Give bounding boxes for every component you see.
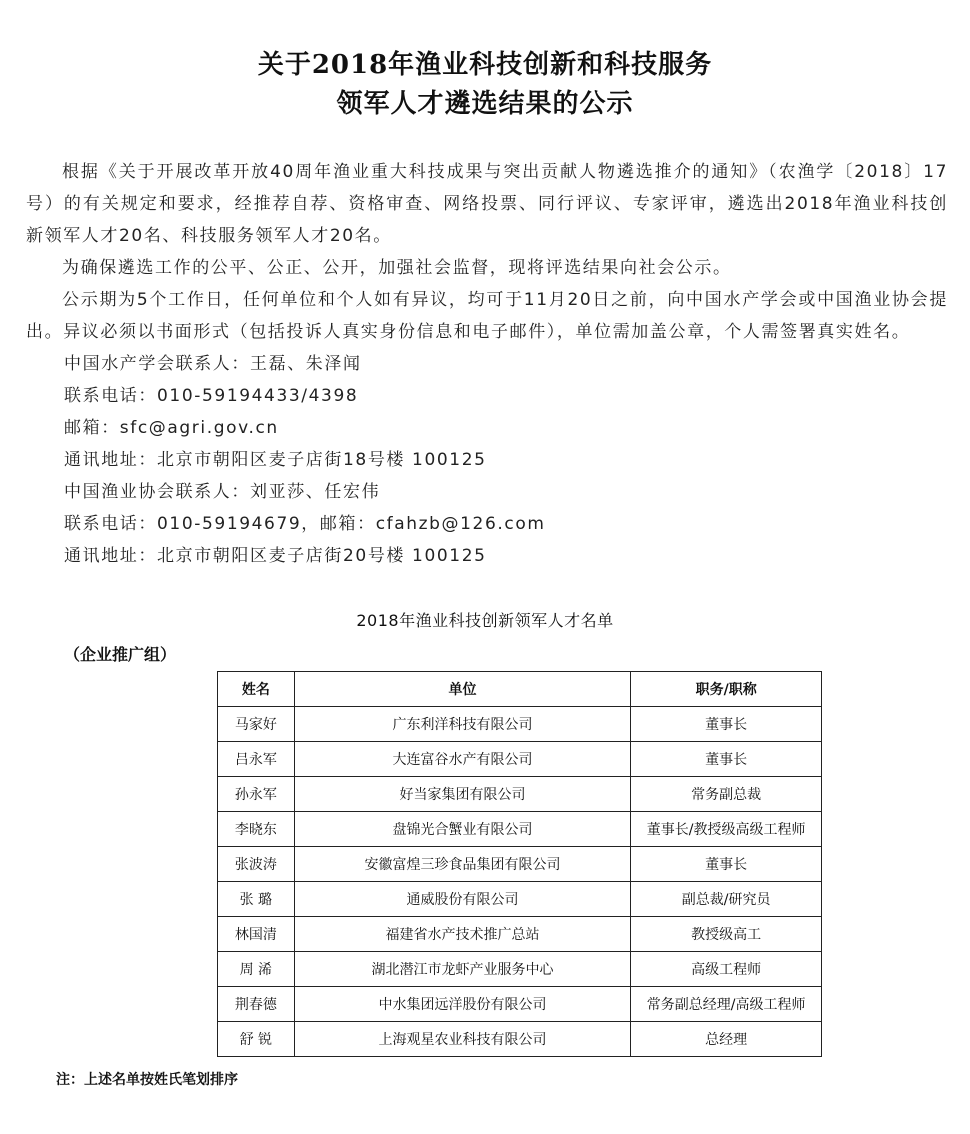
cell-name: 林国清 xyxy=(218,917,295,952)
contact-line: 联系电话：010-59194433/4398 xyxy=(64,386,359,406)
header-position: 职务/职称 xyxy=(631,672,822,707)
table-row xyxy=(218,812,822,847)
paragraph-purpose: 为确保遴选工作的公平、公正、公开，加强社会监督，现将评选结果向社会公示。 xyxy=(62,258,732,278)
contact-line: 通讯地址：北京市朝阳区麦子店街20号楼 100125 xyxy=(64,546,487,566)
cell-position: 副总裁/研究员 xyxy=(631,882,822,917)
cell-position: 高级工程师 xyxy=(631,952,822,987)
cell-position: 董事长 xyxy=(631,707,822,742)
cell-position: 教授级高工 xyxy=(631,917,822,952)
contact-line: 通讯地址：北京市朝阳区麦子店街18号楼 100125 xyxy=(64,450,487,470)
paragraph-basis: 根据《关于开展改革开放40周年渔业重大科技成果与突出贡献人物遴选推介的通知》（农渔学〔2018〕17号）的有关规定和要求，经推荐自荐、资格审查、网络投票、同行评议、专家评审，遴选出2018年渔业科技创新领军人才20名、科技服务领军人才20名。 xyxy=(26,162,948,246)
cell-unit: 安徽富煌三珍食品集团有限公司 xyxy=(294,847,631,882)
table-row xyxy=(218,742,822,777)
group-label: （企业推广组） xyxy=(64,645,177,664)
cell-unit: 湖北潜江市龙虾产业服务中心 xyxy=(294,952,631,987)
table-row xyxy=(218,847,822,882)
cell-unit: 大连富谷水产有限公司 xyxy=(294,742,631,777)
cell-position: 董事长 xyxy=(631,742,822,777)
table-header-row xyxy=(218,672,822,707)
table-row xyxy=(218,882,822,917)
paragraph-objection-period: 公示期为5个工作日，任何单位和个人如有异议，均可于11月20日之前，向中国水产学会或中国渔业协会提出。异议必须以书面形式（包括投诉人真实身份信息和电子邮件），单位需加盖公章，个人需签署真实姓名。 xyxy=(26,290,948,342)
list-title: 2018年渔业科技创新领军人才名单 xyxy=(356,611,614,630)
table-row xyxy=(218,952,822,987)
cell-name: 吕永军 xyxy=(218,742,295,777)
cell-name: 荆春德 xyxy=(218,987,295,1022)
cell-name: 张波涛 xyxy=(218,847,295,882)
contact-line: 中国水产学会联系人：王磊、朱泽闻 xyxy=(64,354,362,374)
cell-name: 周 浠 xyxy=(218,952,295,987)
notice-title-line-1: 关于2018年渔业科技创新和科技服务 xyxy=(257,50,713,80)
notice-body xyxy=(26,156,948,572)
table-row xyxy=(218,917,822,952)
cell-unit: 广东利洋科技有限公司 xyxy=(294,707,631,742)
table-row xyxy=(218,777,822,812)
cell-position: 常务副总经理/高级工程师 xyxy=(631,987,822,1022)
table-row xyxy=(218,1022,822,1057)
table-row xyxy=(218,987,822,1022)
contact-line: 中国渔业协会联系人：刘亚莎、任宏伟 xyxy=(64,482,381,502)
sorting-note: 注：上述名单按姓氏笔划排序 xyxy=(56,1072,238,1088)
cell-position: 董事长 xyxy=(631,847,822,882)
notice-title-line-2: 领军人才遴选结果的公示 xyxy=(336,89,634,119)
cell-position: 董事长/教授级高级工程师 xyxy=(631,812,822,847)
cell-name: 马家好 xyxy=(218,707,295,742)
cell-name: 李晓东 xyxy=(218,812,295,847)
header-unit: 单位 xyxy=(294,672,631,707)
cell-unit: 上海观星农业科技有限公司 xyxy=(294,1022,631,1057)
header-name: 姓名 xyxy=(218,672,295,707)
cell-name: 舒 锐 xyxy=(218,1022,295,1057)
cell-name: 张 璐 xyxy=(218,882,295,917)
contact-line: 邮箱：sfc@agri.gov.cn xyxy=(64,418,279,438)
cell-position: 常务副总裁 xyxy=(631,777,822,812)
cell-name: 孙永军 xyxy=(218,777,295,812)
cell-position: 总经理 xyxy=(631,1022,822,1057)
talent-table xyxy=(217,671,822,1057)
table-row xyxy=(218,707,822,742)
contact-line: 联系电话：010-59194679，邮箱：cfahzb@126.com xyxy=(64,514,546,534)
cell-unit: 好当家集团有限公司 xyxy=(294,777,631,812)
cell-unit: 中水集团远洋股份有限公司 xyxy=(294,987,631,1022)
cell-unit: 通威股份有限公司 xyxy=(294,882,631,917)
cell-unit: 盘锦光合蟹业有限公司 xyxy=(294,812,631,847)
cell-unit: 福建省水产技术推广总站 xyxy=(294,917,631,952)
